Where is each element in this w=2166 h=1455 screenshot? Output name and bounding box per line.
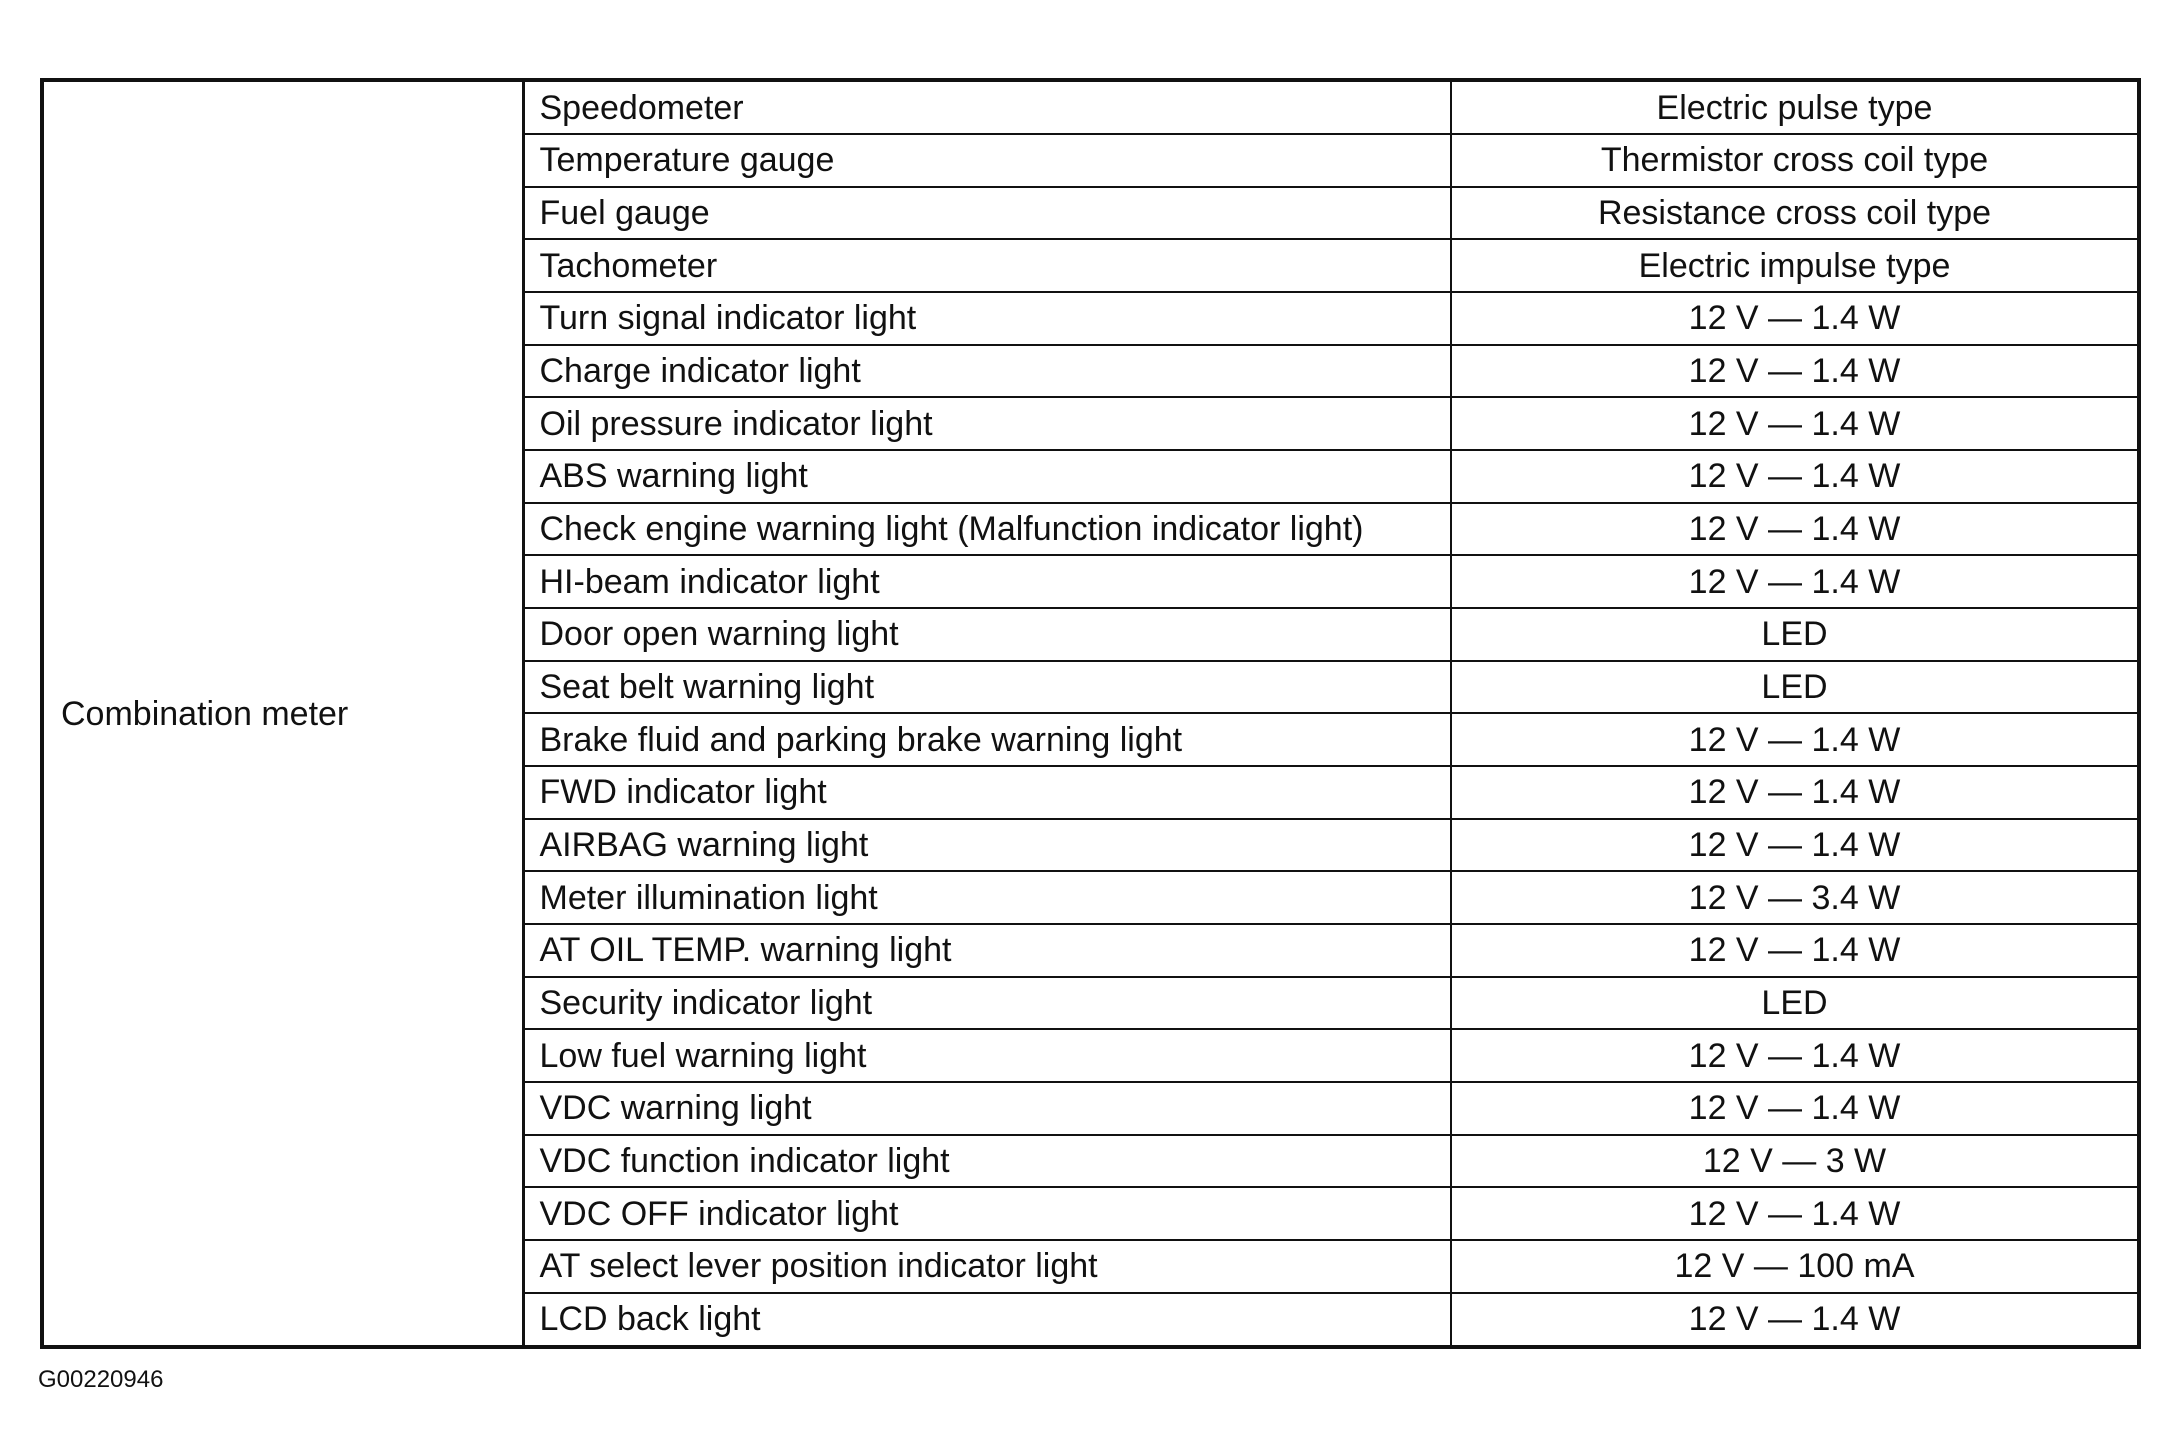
- item-name-cell: VDC function indicator light: [523, 1135, 1451, 1188]
- item-name-cell: Brake fluid and parking brake warning light: [523, 713, 1451, 766]
- item-spec-cell: 12 V — 1.4 W: [1451, 397, 2139, 450]
- item-spec-cell: 12 V — 1.4 W: [1451, 450, 2139, 503]
- item-name-cell: Low fuel warning light: [523, 1029, 1451, 1082]
- item-name-cell: Fuel gauge: [523, 187, 1451, 240]
- item-name-cell: ABS warning light: [523, 450, 1451, 503]
- item-spec-cell: 12 V — 1.4 W: [1451, 1029, 2139, 1082]
- combination-meter-spec-table: [40, 78, 2141, 1349]
- item-name-cell: Turn signal indicator light: [523, 292, 1451, 345]
- item-name-cell: Check engine warning light (Malfunction indicator light): [523, 503, 1451, 556]
- item-name-cell: Charge indicator light: [523, 345, 1451, 398]
- item-spec-cell: LED: [1451, 608, 2139, 661]
- item-name-cell: AIRBAG warning light: [523, 819, 1451, 872]
- item-name-cell: Security indicator light: [523, 977, 1451, 1030]
- item-spec-cell: 12 V — 1.4 W: [1451, 345, 2139, 398]
- item-name-cell: LCD back light: [523, 1293, 1451, 1347]
- item-spec-cell: 12 V — 1.4 W: [1451, 555, 2139, 608]
- item-name-cell: Meter illumination light: [523, 871, 1451, 924]
- item-spec-cell: 12 V — 100 mA: [1451, 1240, 2139, 1293]
- figure-code: G00220946: [38, 1366, 164, 1393]
- item-spec-cell: 12 V — 1.4 W: [1451, 819, 2139, 872]
- item-spec-cell: 12 V — 1.4 W: [1451, 1082, 2139, 1135]
- item-spec-cell: Thermistor cross coil type: [1451, 134, 2139, 187]
- item-name-cell: Temperature gauge: [523, 134, 1451, 187]
- item-spec-cell: 12 V — 3.4 W: [1451, 871, 2139, 924]
- item-spec-cell: Electric pulse type: [1451, 80, 2139, 134]
- item-name-cell: FWD indicator light: [523, 766, 1451, 819]
- item-spec-cell: 12 V — 1.4 W: [1451, 1293, 2139, 1347]
- item-name-cell: AT OIL TEMP. warning light: [523, 924, 1451, 977]
- item-spec-cell: 12 V — 1.4 W: [1451, 924, 2139, 977]
- item-name-cell: Oil pressure indicator light: [523, 397, 1451, 450]
- item-spec-cell: 12 V — 3 W: [1451, 1135, 2139, 1188]
- item-name-cell: Door open warning light: [523, 608, 1451, 661]
- item-spec-cell: 12 V — 1.4 W: [1451, 503, 2139, 556]
- item-spec-cell: 12 V — 1.4 W: [1451, 1187, 2139, 1240]
- spec-table-body: [42, 80, 2139, 1347]
- item-name-cell: VDC OFF indicator light: [523, 1187, 1451, 1240]
- item-spec-cell: LED: [1451, 661, 2139, 714]
- item-name-cell: Speedometer: [523, 80, 1451, 134]
- item-spec-cell: 12 V — 1.4 W: [1451, 292, 2139, 345]
- item-name-cell: Tachometer: [523, 239, 1451, 292]
- item-name-cell: AT select lever position indicator light: [523, 1240, 1451, 1293]
- item-spec-cell: LED: [1451, 977, 2139, 1030]
- table-row: [42, 80, 2139, 134]
- item-spec-cell: Resistance cross coil type: [1451, 187, 2139, 240]
- group-label-cell: Combination meter: [42, 80, 523, 1347]
- item-spec-cell: 12 V — 1.4 W: [1451, 766, 2139, 819]
- item-name-cell: HI-beam indicator light: [523, 555, 1451, 608]
- item-spec-cell: 12 V — 1.4 W: [1451, 713, 2139, 766]
- item-spec-cell: Electric impulse type: [1451, 239, 2139, 292]
- item-name-cell: Seat belt warning light: [523, 661, 1451, 714]
- item-name-cell: VDC warning light: [523, 1082, 1451, 1135]
